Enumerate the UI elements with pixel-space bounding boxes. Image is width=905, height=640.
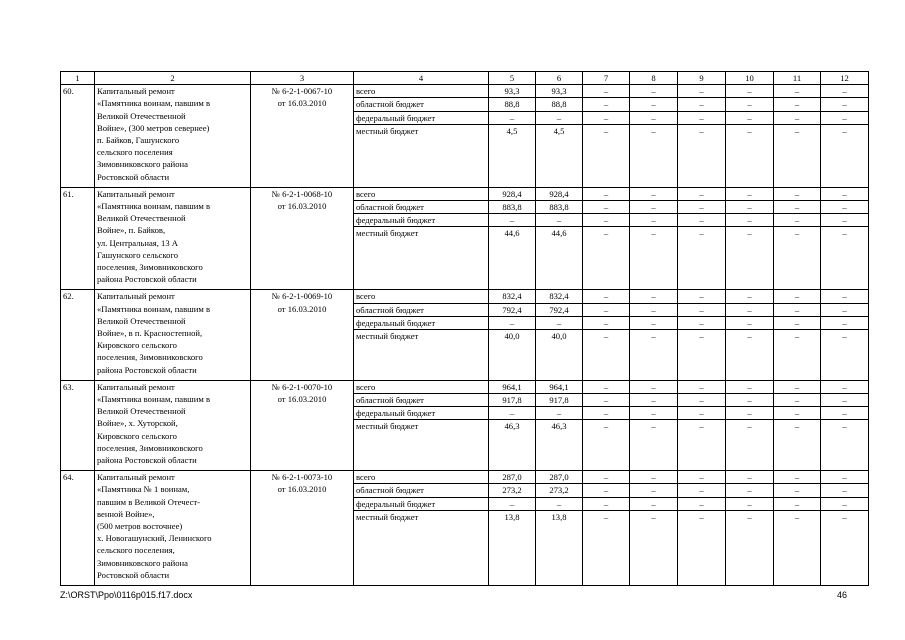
dash-cell: – [726,497,774,510]
amount-cell: 13,8 [536,510,583,585]
dash-cell: – [630,98,678,111]
description-line: Капитальный ремонт [97,291,175,302]
amount-cell: 44,6 [489,227,536,290]
amount-cell: 964,1 [489,380,536,393]
dash-cell: – [821,98,869,111]
header-cell-3: 3 [251,72,354,85]
description-line: Войне», в п. Красностепной, [97,328,203,339]
amount-cell: – [536,214,583,227]
description-line: Войне», х. Хуторской, [97,418,178,429]
budget-source-label: местный бюджет [354,510,489,585]
dash-cell: – [678,380,726,393]
registration-number [251,380,354,470]
dash-cell: – [583,420,630,471]
dash-cell: – [726,98,774,111]
amount-cell: 792,4 [489,303,536,316]
dash-cell: – [678,214,726,227]
dash-cell: – [678,85,726,98]
header-cell-2: 2 [95,72,251,85]
header-cell-4: 4 [354,72,489,85]
dash-cell: – [726,187,774,200]
dash-cell: – [630,290,678,303]
amount-cell: – [489,407,536,420]
budget-source-label: федеральный бюджет [354,214,489,227]
description-line: поселения, Зимовниковского [97,262,203,273]
budget-table [60,71,869,586]
description-line: поселения, Зимовниковского [97,352,203,363]
dash-cell: – [630,227,678,290]
dash-cell: – [678,201,726,214]
amount-cell: 883,8 [489,201,536,214]
dash-cell: – [821,497,869,510]
dash-cell: – [821,290,869,303]
budget-source-label: всего [354,187,489,200]
dash-cell: – [678,407,726,420]
page-number: 46 [836,590,847,600]
description-line: «Памятника воинам, павшим в [97,303,211,314]
amount-cell: 832,4 [489,290,536,303]
dash-cell: – [821,420,869,471]
registration-number [251,85,354,188]
dash-cell: – [678,420,726,471]
dash-cell: – [678,290,726,303]
budget-source-label: всего [354,290,489,303]
amount-cell: 46,3 [489,420,536,471]
dash-cell: – [678,187,726,200]
budget-source-label: местный бюджет [354,124,489,187]
registration-line: № 6-2-1-0069-10 [271,291,333,302]
row-number: 64. [61,471,95,586]
description-line: Капитальный ремонт [97,188,175,199]
table-row [61,471,869,484]
dash-cell: – [630,497,678,510]
dash-cell: – [678,497,726,510]
dash-cell: – [726,407,774,420]
amount-cell: 287,0 [489,471,536,484]
table-row [61,85,869,98]
header-cell-11: 11 [774,72,821,85]
registration-line: № 6-2-1-0067-10 [271,86,333,97]
amount-cell: – [489,214,536,227]
amount-cell: 4,5 [536,124,583,187]
budget-source-label: областной бюджет [354,303,489,316]
dash-cell: – [583,484,630,497]
amount-cell: 883,8 [536,201,583,214]
amount-cell: 287,0 [536,471,583,484]
footer-file-path: Z:\ORST\Ppo\0116p015.f17.docx [60,590,193,600]
amount-cell: 88,8 [489,98,536,111]
dash-cell: – [630,380,678,393]
dash-cell: – [678,124,726,187]
object-description [95,85,251,188]
dash-cell: – [583,290,630,303]
description-line: «Памятника воинам, павшим в [97,98,211,109]
amount-cell: 4,5 [489,124,536,187]
dash-cell: – [726,330,774,381]
dash-cell: – [821,484,869,497]
dash-cell: – [774,407,821,420]
amount-cell: 928,4 [489,187,536,200]
description-line: п. Байков, Гашунского [97,135,180,146]
dash-cell: – [583,187,630,200]
dash-cell: – [821,303,869,316]
amount-cell: 928,4 [536,187,583,200]
dash-cell: – [678,510,726,585]
row-number: 62. [61,290,95,380]
registration-line: № 6-2-1-0073-10 [271,472,333,483]
object-description [95,471,251,586]
dash-cell: – [774,85,821,98]
dash-cell: – [821,227,869,290]
dash-cell: – [678,98,726,111]
description-line: Войне», п. Байков, [97,225,166,236]
amount-cell: 40,0 [536,330,583,381]
description-line: района Ростовской области [97,455,197,466]
dash-cell: – [774,316,821,329]
dash-cell: – [583,394,630,407]
dash-cell: – [774,420,821,471]
dash-cell: – [583,380,630,393]
dash-cell: – [821,471,869,484]
dash-cell: – [726,214,774,227]
budget-source-label: местный бюджет [354,227,489,290]
dash-cell: – [678,484,726,497]
dash-cell: – [583,124,630,187]
registration-line: от 16.03.2010 [277,484,327,495]
amount-cell: 917,8 [489,394,536,407]
dash-cell: – [678,316,726,329]
description-line: поселения, Зимовниковского [97,442,203,453]
budget-source-label: местный бюджет [354,420,489,471]
dash-cell: – [726,201,774,214]
dash-cell: – [821,394,869,407]
dash-cell: – [678,471,726,484]
dash-cell: – [726,471,774,484]
table-row [61,187,869,200]
dash-cell: – [678,330,726,381]
description-line: ул. Центральная, 13 А [97,237,178,248]
registration-line: № 6-2-1-0068-10 [271,188,333,199]
dash-cell: – [630,420,678,471]
header-cell-7: 7 [583,72,630,85]
description-line: «Памятника № 1 воинам, [97,484,190,495]
dash-cell: – [678,394,726,407]
dash-cell: – [821,201,869,214]
dash-cell: – [774,484,821,497]
amount-cell: 832,4 [536,290,583,303]
dash-cell: – [678,303,726,316]
dash-cell: – [630,484,678,497]
dash-cell: – [630,471,678,484]
dash-cell: – [726,290,774,303]
dash-cell: – [774,290,821,303]
dash-cell: – [583,98,630,111]
dash-cell: – [774,471,821,484]
dash-cell: – [583,227,630,290]
row-number: 61. [61,187,95,290]
description-line: Ростовской области [97,569,170,580]
amount-cell: – [536,497,583,510]
amount-cell: 13,8 [489,510,536,585]
dash-cell: – [630,85,678,98]
dash-cell: – [630,201,678,214]
dash-cell: – [821,187,869,200]
dash-cell: – [821,407,869,420]
amount-cell: – [536,111,583,124]
dash-cell: – [630,394,678,407]
description-line: района Ростовской области [97,364,197,375]
description-line: Капитальный ремонт [97,86,175,97]
amount-cell: 40,0 [489,330,536,381]
budget-source-label: всего [354,85,489,98]
budget-source-label: федеральный бюджет [354,111,489,124]
dash-cell: – [630,510,678,585]
description-line: Гашунского сельского [97,249,179,260]
budget-source-label: федеральный бюджет [354,497,489,510]
dash-cell: – [774,187,821,200]
amount-cell: 273,2 [489,484,536,497]
description-line: Ростовской области [97,171,170,182]
amount-cell: 917,8 [536,394,583,407]
header-cell-12: 12 [821,72,869,85]
registration-line: от 16.03.2010 [277,201,327,212]
budget-source-label: областной бюджет [354,98,489,111]
dash-cell: – [583,214,630,227]
dash-cell: – [583,111,630,124]
dash-cell: – [630,330,678,381]
dash-cell: – [726,420,774,471]
budget-source-label: всего [354,471,489,484]
dash-cell: – [630,407,678,420]
dash-cell: – [821,124,869,187]
dash-cell: – [821,316,869,329]
header-cell-6: 6 [536,72,583,85]
dash-cell: – [630,111,678,124]
dash-cell: – [774,227,821,290]
object-description [95,290,251,380]
dash-cell: – [630,214,678,227]
dash-cell: – [821,214,869,227]
description-line: х. Новогашунский, Ленинского [97,533,212,544]
dash-cell: – [630,303,678,316]
description-line: района Ростовской области [97,274,197,285]
registration-line: от 16.03.2010 [277,394,327,405]
description-line: Великой Отечественной [97,406,186,417]
amount-cell: 93,3 [489,85,536,98]
budget-source-label: областной бюджет [354,201,489,214]
dash-cell: – [774,497,821,510]
amount-cell: 964,1 [536,380,583,393]
description-line: Войне», (300 метров севернее) [97,122,210,133]
dash-cell: – [726,124,774,187]
registration-number [251,290,354,380]
row-number: 60. [61,85,95,188]
amount-cell: 46,3 [536,420,583,471]
header-cell-10: 10 [726,72,774,85]
description-line: павшим в Великой Отечест- [97,496,201,507]
dash-cell: – [583,201,630,214]
dash-cell: – [774,201,821,214]
dash-cell: – [821,111,869,124]
dash-cell: – [774,330,821,381]
budget-source-label: всего [354,380,489,393]
dash-cell: – [630,316,678,329]
header-cell-8: 8 [630,72,678,85]
description-line: Капитальный ремонт [97,472,175,483]
dash-cell: – [583,316,630,329]
description-line: Капитальный ремонт [97,381,175,392]
dash-cell: – [726,394,774,407]
amount-cell: – [489,497,536,510]
dash-cell: – [821,85,869,98]
description-line: Великой Отечественной [97,213,186,224]
dash-cell: – [821,510,869,585]
dash-cell: – [583,303,630,316]
dash-cell: – [726,85,774,98]
header-cell-1: 1 [61,72,95,85]
dash-cell: – [774,510,821,585]
dash-cell: – [583,85,630,98]
description-line: (500 метров восточнее) [97,521,183,532]
dash-cell: – [583,510,630,585]
dash-cell: – [630,124,678,187]
dash-cell: – [583,471,630,484]
amount-cell: 93,3 [536,85,583,98]
budget-source-label: областной бюджет [354,394,489,407]
dash-cell: – [774,303,821,316]
row-number: 63. [61,380,95,470]
dash-cell: – [583,330,630,381]
dash-cell: – [726,380,774,393]
dash-cell: – [583,407,630,420]
description-line: «Памятника воинам, павшим в [97,201,211,212]
description-line: Кировского сельского [97,430,177,441]
dash-cell: – [678,111,726,124]
header-cell-5: 5 [489,72,536,85]
description-line: Кировского сельского [97,340,177,351]
dash-cell: – [726,484,774,497]
amount-cell: – [536,316,583,329]
amount-cell: 88,8 [536,98,583,111]
header-cell-9: 9 [678,72,726,85]
budget-source-label: областной бюджет [354,484,489,497]
header-row [61,72,869,85]
dash-cell: – [726,111,774,124]
description-line: Зимовниковского района [97,159,188,170]
description-line: сельского поселения, [97,545,175,556]
object-description [95,187,251,290]
dash-cell: – [630,187,678,200]
registration-line: от 16.03.2010 [277,303,327,314]
amount-cell: – [536,407,583,420]
registration-line: от 16.03.2010 [277,98,327,109]
description-line: Великой Отечественной [97,110,186,121]
budget-source-label: федеральный бюджет [354,316,489,329]
budget-source-label: местный бюджет [354,330,489,381]
registration-number [251,471,354,586]
dash-cell: – [774,214,821,227]
dash-cell: – [726,316,774,329]
amount-cell: – [489,316,536,329]
registration-number [251,187,354,290]
dash-cell: – [678,227,726,290]
dash-cell: – [726,227,774,290]
description-line: Зимовниковского района [97,557,188,568]
table-row [61,380,869,393]
amount-cell: 792,4 [536,303,583,316]
dash-cell: – [726,510,774,585]
dash-cell: – [821,330,869,381]
description-line: Великой Отечественной [97,315,186,326]
object-description [95,380,251,470]
dash-cell: – [726,303,774,316]
description-line: «Памятника воинам, павшим в [97,394,211,405]
registration-line: № 6-2-1-0070-10 [271,381,333,392]
amount-cell: 273,2 [536,484,583,497]
dash-cell: – [774,124,821,187]
amount-cell: 44,6 [536,227,583,290]
amount-cell: – [489,111,536,124]
dash-cell: – [774,380,821,393]
description-line: сельского поселения [97,147,173,158]
table-row [61,290,869,303]
dash-cell: – [774,111,821,124]
dash-cell: – [774,394,821,407]
description-line: венной Войне», [97,508,155,519]
budget-source-label: федеральный бюджет [354,407,489,420]
dash-cell: – [821,380,869,393]
dash-cell: – [774,98,821,111]
dash-cell: – [583,497,630,510]
